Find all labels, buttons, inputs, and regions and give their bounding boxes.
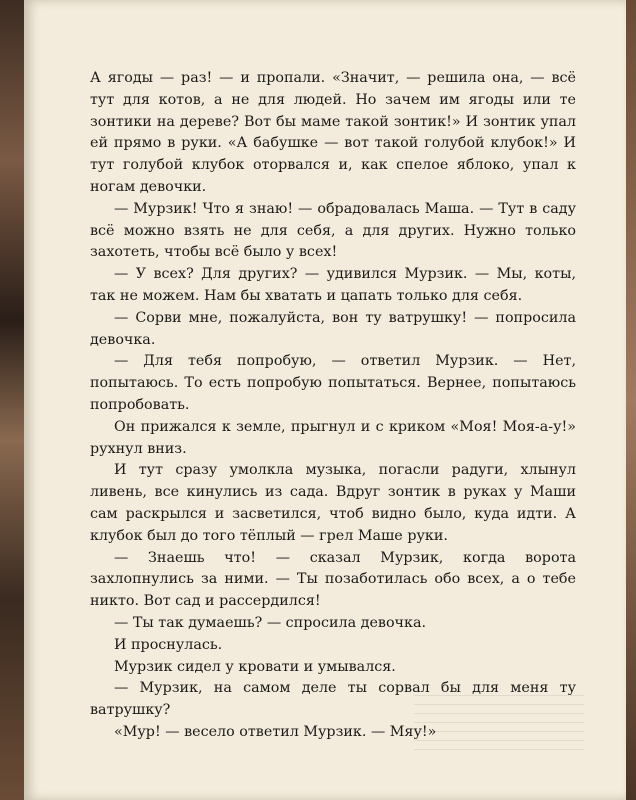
paragraph-11: Мурзик сидел у кровати и умывался. <box>114 658 396 675</box>
paragraph-4: — Сорви мне, пожалуйста, вон ту ватрушку! — попросила девочка. <box>90 309 576 348</box>
paragraph-6: Он прижался к земле, прыгнул и с криком «Моя! Моя-а-у!» рухнул вниз. <box>90 418 576 457</box>
paragraph-5: — Для тебя попробую, — ответил Мурзик. — Нет, попытаюсь. То есть попробую попытаться. Вернее, попытаюсь попробовать. <box>90 353 576 413</box>
paragraph-10: И проснулась. <box>114 636 223 653</box>
paragraph-13: «Мур! — весело ответил Мурзик. — Мяу!» <box>114 723 437 740</box>
book-edge-left <box>0 0 24 800</box>
paragraph-9: — Ты так думаешь? — спросила девочка. <box>114 614 427 631</box>
paragraph-8: — Знаешь что! — сказал Мурзик, когда ворота захлопнулись за ними. — Ты позаботилась обо всех, а о тебе никто. Вот сад и рассердился! <box>90 549 576 610</box>
show-through-text <box>414 690 584 750</box>
paragraph-2: — Мурзик! Что я знаю! — обрадовалась Маша. — Тут в саду всё можно взять не для себя, а для других. Нужно только захотеть, чтобы всё было у всех! <box>90 200 576 261</box>
paragraph-1: А ягоды — раз! — и пропали. «Значит, — решила она, — всё тут для котов, а не для людей. Но зачем им ягоды или те зонтики на дереве? Вот бы маме такой зонтик!» И зонтик упал ей прямо в руки. «А бабушке — вот такой голубой клубок!» И тут голубой клубок оторвался и, как спелое яблоко, упал к ногам девочки. <box>90 70 576 195</box>
book-edge-right <box>626 0 636 800</box>
paragraph-12: — Мурзик, на самом деле ты сорвал бы для меня ту ватрушку? <box>90 680 576 719</box>
story-text <box>90 68 576 744</box>
book-page <box>24 0 626 800</box>
paragraph-3: — У всех? Для других? — удивился Мурзик. — Мы, коты, так не можем. Нам бы хватать и цапать только для себя. <box>90 266 576 304</box>
paragraph-7: И тут сразу умолкла музыка, погасли радуги, хлынул ливень, все кинулись из сада. Вдруг зонтик в руках у Маши сам раскрылся и засветился, чтоб видно было, куда идти. А клубок был до того тёплый — грел Маше руки. <box>90 462 576 544</box>
